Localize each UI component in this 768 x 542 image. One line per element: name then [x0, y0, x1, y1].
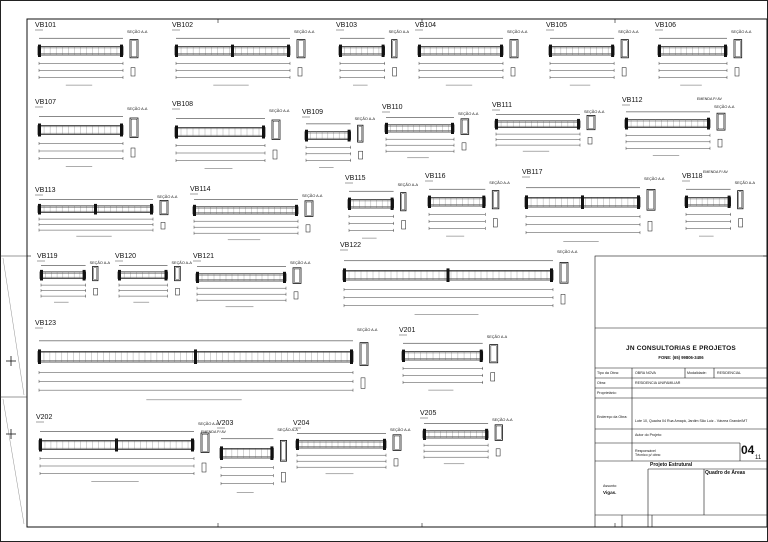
section-label: SEÇÃO A-A [492, 418, 513, 422]
section-label: SEÇÃO A-A [644, 177, 665, 181]
section-label: SEÇÃO A-A [198, 422, 219, 426]
section-label: SEÇÃO A-A [714, 105, 735, 109]
tipo-obra-value: OBRA NOVA [635, 371, 656, 375]
beam-title: V205 [420, 410, 437, 417]
assunto-value: Vigas. [603, 490, 617, 495]
beam-title: VB101 [35, 22, 57, 29]
proprietario-label: Proprietário: [597, 391, 617, 395]
beam-title: VB123 [35, 320, 57, 327]
title-block [595, 256, 767, 527]
beam-title: VB114 [190, 186, 211, 193]
section-label: SEÇÃO A-A [388, 30, 410, 34]
section-label: SEÇÃO A-A [294, 30, 315, 34]
modalidade-label: Modalidade: [687, 371, 707, 375]
obra-value: RESIDENCIA UNIFAMILIAR [635, 381, 681, 385]
projeto-label: Projeto Estrutural [650, 462, 693, 468]
section-label: SEÇÃO A-A [290, 261, 311, 265]
modalidade-value: RESIDENCIAL [717, 371, 741, 375]
company-phone: FONE: (65) 99806-3406 [658, 355, 704, 360]
beam-title: VB103 [336, 22, 358, 29]
section-label: SEÇÃO A-A [390, 428, 411, 432]
beam-title: VB121 [193, 253, 215, 260]
emenda-label: EMENDA P/ AV [201, 430, 226, 434]
tipo-obra-label: Tipo da Obra: [597, 371, 619, 375]
beam-title: VB105 [546, 22, 568, 29]
beam-title: VB119 [37, 253, 58, 260]
beam-title: VB118 [682, 173, 703, 180]
section-label: SEÇÃO A-A [277, 428, 298, 432]
section-label: SEÇÃO A-A [458, 112, 479, 116]
section-label: SEÇÃO A-A [127, 107, 148, 111]
section-label: SEÇÃO A-A [269, 109, 290, 113]
beam-title: VB106 [655, 22, 677, 29]
section-label: SEÇÃO A-A [507, 30, 528, 34]
section-label: SEÇÃO A-A [489, 181, 510, 185]
beam-title: VB112 [622, 97, 643, 104]
emenda-label: EMENDA P/ AV [703, 170, 728, 174]
beam-title: VB111 [492, 102, 512, 109]
quadro-areas-label: Quadro de Áreas [705, 470, 746, 476]
beam-title: VB110 [382, 104, 403, 111]
beam-title: VB115 [345, 175, 366, 182]
sheet-total: 11 [755, 455, 762, 461]
section-label: SEÇÃO A-A [557, 250, 578, 254]
sheet-number: 04 [741, 443, 755, 457]
responsavel-label: Responsável Técnico p/ obra: [635, 449, 661, 457]
section-label: SEÇÃO A-A [731, 30, 752, 34]
section-label: SEÇÃO A-A [397, 183, 419, 187]
beam-title: VB120 [115, 253, 137, 260]
endereco-label: Endereço da Obra: [597, 415, 628, 419]
beam-title: VB102 [172, 22, 194, 29]
beam-title: VB108 [172, 101, 194, 108]
beam-title: VB117 [522, 169, 543, 176]
section-label: SEÇÃO A-A [89, 261, 111, 265]
beam-title: VB122 [340, 242, 362, 249]
beam-title: VB107 [35, 99, 57, 106]
section-label: SEÇÃO A-A [171, 261, 192, 265]
emenda-label: EMENDA P/ AV [697, 97, 722, 101]
section-label: SEÇÃO A-A [734, 181, 756, 185]
section-label: SEÇÃO A-A [618, 30, 639, 34]
section-label: SEÇÃO A-A [584, 110, 605, 114]
section-label: SEÇÃO A-A [486, 335, 508, 339]
beam-title: V202 [36, 414, 53, 421]
autor-label: Autor do Projeto: [635, 433, 662, 437]
beam-title: VB113 [35, 187, 56, 194]
beam-title: VB109 [302, 109, 324, 116]
section-label: SEÇÃO A-A [302, 194, 323, 198]
beam-title: V203 [217, 420, 234, 427]
beam-title: VB104 [415, 22, 437, 29]
assunto-label: Assunto: [603, 484, 617, 488]
section-label: SEÇÃO A-A [357, 328, 378, 332]
company-name: JN CONSULTORIAS E PROJETOS [626, 345, 736, 352]
section-label: SEÇÃO A-A [127, 30, 148, 34]
beam-title: V201 [399, 327, 416, 334]
beam-title: VB116 [425, 173, 446, 180]
endereco-value: Lote 10, Quadra 04 Rua Amapá, Jardim São Luiz - Várzea Grande/MT [635, 419, 748, 423]
beam-title: V204 [293, 420, 310, 427]
section-label: SEÇÃO A-A [157, 195, 178, 199]
obra-label: Obra: [597, 381, 606, 385]
section-label: SEÇÃO A-A [354, 117, 376, 121]
